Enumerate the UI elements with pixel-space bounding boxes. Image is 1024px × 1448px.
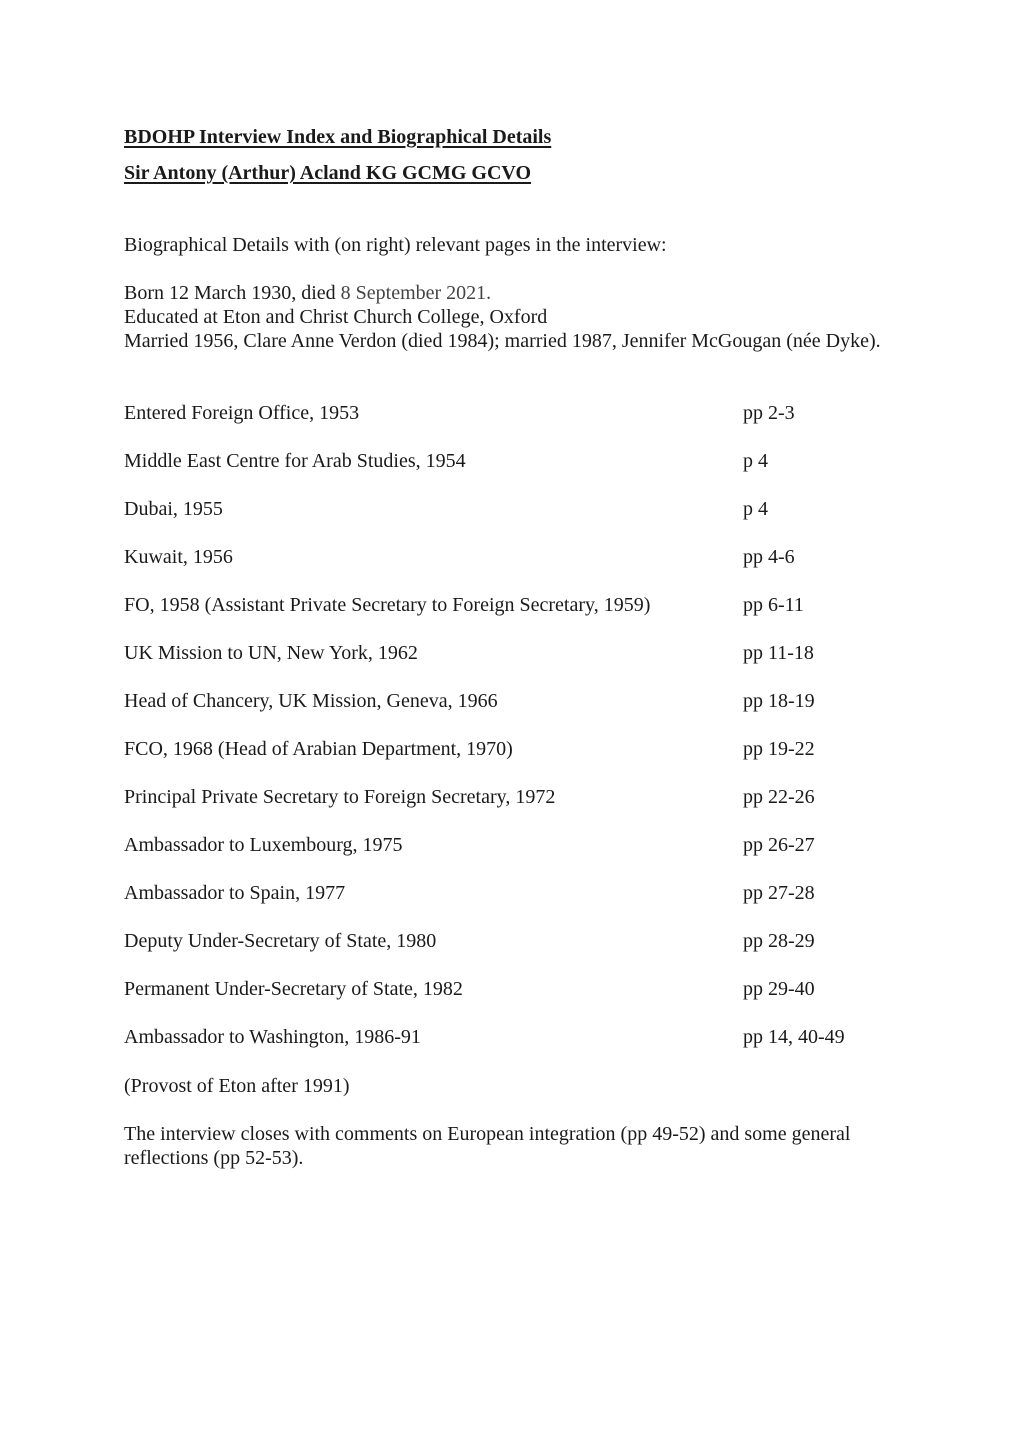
entry-pages: p 4	[743, 498, 768, 520]
career-entry	[124, 977, 884, 1001]
marriage-line: Married 1956, Clare Anne Verdon (died 1984); married 1987, Jennifer McGougan (née Dyke).	[124, 330, 881, 352]
education-line: Educated at Eton and Christ Church College, Oxford	[124, 306, 548, 328]
entry-description: Ambassador to Washington, 1986-91	[124, 1026, 421, 1048]
entry-pages: pp 26-27	[743, 834, 815, 856]
career-entry	[124, 641, 884, 665]
entry-pages: pp 27-28	[743, 882, 815, 904]
entry-pages: pp 6-11	[743, 594, 804, 616]
entry-pages: p 4	[743, 450, 768, 472]
entry-pages: pp 19-22	[743, 738, 815, 760]
entry-description: FCO, 1968 (Head of Arabian Department, 1970)	[124, 738, 513, 760]
entry-pages: pp 14, 40-49	[743, 1026, 845, 1048]
career-entry	[124, 881, 884, 905]
entry-description: UK Mission to UN, New York, 1962	[124, 642, 418, 664]
entry-description: Permanent Under-Secretary of State, 1982	[124, 978, 463, 1000]
career-entry	[124, 449, 884, 473]
entry-pages: pp 2-3	[743, 402, 795, 424]
career-entry	[124, 737, 884, 761]
career-entry	[124, 785, 884, 809]
closing-paragraph: The interview closes with comments on European integration (pp 49-52) and some general reflections (pp 52-53).	[124, 1123, 851, 1169]
document-title: BDOHP Interview Index and Biographical Details	[124, 126, 552, 148]
document-subtitle: Sir Antony (Arthur) Acland KG GCMG GCVO	[124, 162, 532, 184]
death-date: 8 September 2021.	[340, 282, 492, 304]
entry-description: FO, 1958 (Assistant Private Secretary to Foreign Secretary, 1959)	[124, 594, 651, 616]
entry-description: Middle East Centre for Arab Studies, 1954	[124, 450, 466, 472]
entry-pages: pp 22-26	[743, 786, 815, 808]
entry-description: Entered Foreign Office, 1953	[124, 402, 360, 424]
career-entry	[124, 833, 884, 857]
career-entry	[124, 689, 884, 713]
intro-text: Biographical Details with (on right) relevant pages in the interview:	[124, 234, 667, 256]
entry-pages: pp 28-29	[743, 930, 815, 952]
entry-description: Ambassador to Luxembourg, 1975	[124, 834, 403, 856]
born-prefix: Born 12 March 1930, died	[124, 282, 341, 304]
entry-pages: pp 18-19	[743, 690, 815, 712]
born-line	[124, 281, 491, 305]
entry-description: Kuwait, 1956	[124, 546, 233, 568]
entry-pages: pp 11-18	[743, 642, 814, 664]
career-entry	[124, 1025, 884, 1049]
career-entry	[124, 545, 884, 569]
entry-description: Principal Private Secretary to Foreign Secretary, 1972	[124, 786, 556, 808]
career-entry	[124, 497, 884, 521]
entry-description: Dubai, 1955	[124, 498, 223, 520]
entry-description: Deputy Under-Secretary of State, 1980	[124, 930, 437, 952]
entry-description: Ambassador to Spain, 1977	[124, 882, 346, 904]
career-entry	[124, 401, 884, 425]
career-entry	[124, 929, 884, 953]
career-entry	[124, 593, 884, 617]
entry-pages: pp 29-40	[743, 978, 815, 1000]
provost-line: (Provost of Eton after 1991)	[124, 1075, 350, 1097]
entry-description: Head of Chancery, UK Mission, Geneva, 1966	[124, 690, 498, 712]
entry-pages: pp 4-6	[743, 546, 795, 568]
